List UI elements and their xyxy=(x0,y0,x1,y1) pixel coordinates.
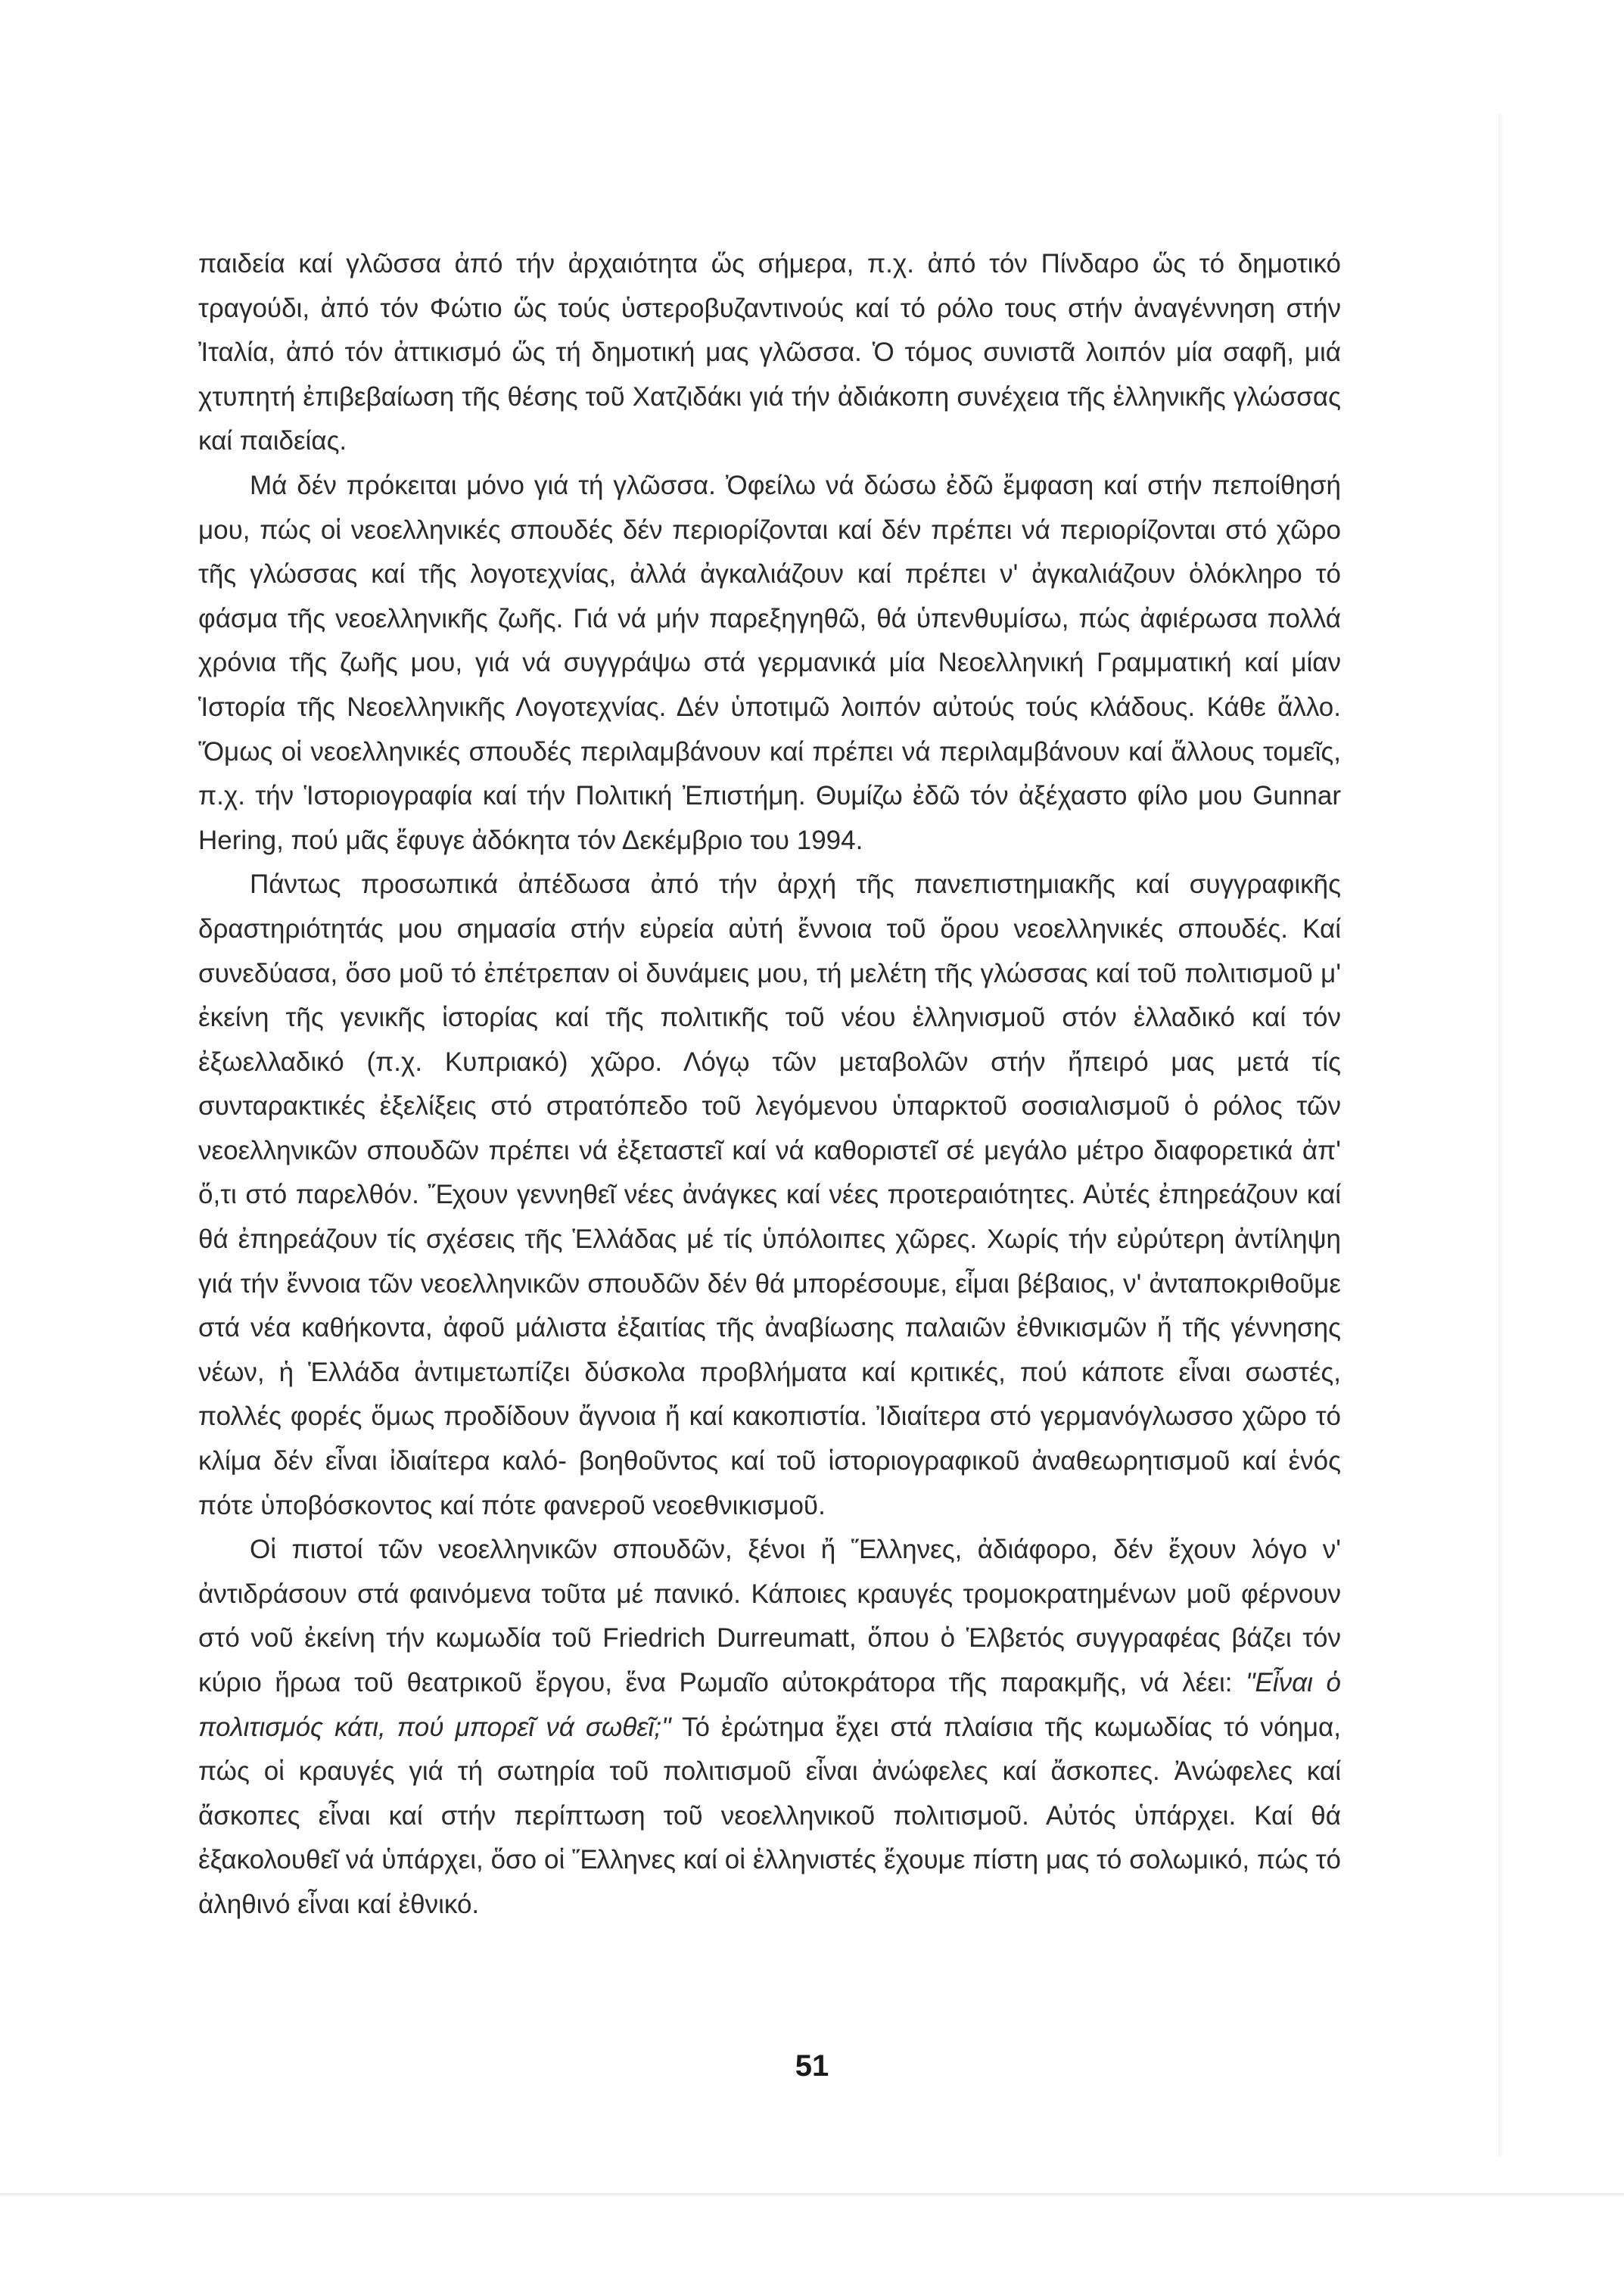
paragraph: Μά δέν πρόκειται μόνο γιά τή γλῶσσα. Ὀφείλω νά δώσω ἐδῶ ἔμφαση καί στήν πεποίθησή μου, πώς οἱ νεοελληνικές σπουδές δέν περιορίζονται καί δέν πρέπει νά περιορίζονται στό χῶρο τῆς γλώσσας καί τῆς λογοτεχνίας, ἀλλά ἀγκαλιάζουν καί πρέπει ν' ἀγκαλιάζουν ὁλόκληρο τό φάσμα τῆς νεοελληνικῆς ζωῆς. Γιά νά μήν παρεξηγηθῶ, θά ὑπενθυμίσω, πώς ἀφιέρωσα πολλά χρόνια τῆς ζωῆς μου, γιά νά συγγράψω στά γερμανικά μία Νεοελληνική Γραμματική καί μίαν Ἱστορία τῆς Νεοελληνικῆς Λογοτεχνίας. Δέν ὑποτιμῶ λοιπόν αὐτούς τούς κλάδους. Κάθε ἄλλο. Ὅμως οἱ νεοελληνικές σπουδές περιλαμβάνουν καί πρέπει νά περιλαμβάνουν καί ἄλλους τομεῖς, π.χ. τήν Ἱστοριογραφία καί τήν Πολιτική Ἐπιστήμη. Θυμίζω ἐδῶ τόν ἀξέχαστο φίλο μου Gunnar Hering, πού μᾶς ἔφυγε ἀδόκητα τόν Δεκέμβριο του 1994. xyxy=(198,470,1341,855)
paragraph-continuation: Τό ἐρώτημα ἔχει στά πλαίσια τῆς κωμωδίας τό νόημα, πώς οἱ κραυγές γιά τή σωτηρία τοῦ πολιτισμοῦ εἶναι ἀνώφελες καί ἄσκοπες. Ἀνώφελες καί ἄσκοπες εἶναι καί στήν περίπτωση τοῦ νεοελληνικοῦ πολιτισμοῦ. Αὐτός ὑπάρχει. Καί θά ἐξακολουθεῖ νά ὑπάρχει, ὅσο οἱ Ἕλληνες καί οἱ ἑλληνιστές ἔχουμε πίστη μας τό σολωμικό, πώς τό ἀληθινό εἶναι καί ἐθνικό. xyxy=(198,1712,1341,1919)
quote: "Εἶναι ὁ πολιτισμός κάτι, πού μπορεῖ νά σωθεῖ;" xyxy=(198,1668,1341,1742)
paragraph: παιδεία καί γλῶσσα ἀπό τήν ἀρχαιότητα ὥς σήμερα, π.χ. ἀπό τόν Πίνδαρο ὥς τό δημοτικό τραγούδι, ἀπό τόν Φώτιο ὥς τούς ὑστεροβυζαντινούς καί τό ρόλο τους στήν ἀναγέννηση στήν Ἰταλία, ἀπό τόν ἀττικισμό ὥς τή δημοτική μας γλῶσσα. Ὁ τόμος συνιστᾶ λοιπόν μία σαφῆ, μιά χτυπητή ἐπιβεβαίωση τῆς θέσης τοῦ Χατζιδάκι γιά τήν ἀδιάκοπη συνέχεια τῆς ἑλληνικῆς γλώσσας καί παιδείας. xyxy=(198,249,1341,456)
page-number: 51 xyxy=(795,2049,829,2083)
paragraph-text: Οἱ πιστοί τῶν νεοελληνικῶν σπουδῶν, ξένοι ἤ Ἕλληνες, ἀδιάφορο, δέν ἔχουν λόγο ν' ἀντιδράσουν στά φαινόμενα τοῦτα μέ πανικό. Κάποιες κραυγές τρομοκρατημένων μοῦ φέρνουν στό νοῦ ἐκείνη τήν κωμωδία τοῦ Friedrich Durreumatt, ὅπου ὁ Ἑλβετός συγγραφέας βάζει τόν κύριο ἥρωα τοῦ θεατρικοῦ ἔργου, ἕνα Ρωμαῖο αὐτοκράτορα τῆς παρακμῆς, νά λέει: xyxy=(198,1535,1341,1697)
paragraph xyxy=(198,1528,1341,1927)
page-bottom-edge xyxy=(0,2193,1624,2195)
paragraph: Πάντως προσωπικά ἀπέδωσα ἀπό τήν ἀρχή τῆς πανεπιστημιακῆς καί συγγραφικῆς δραστηριότητάς μου σημασία στήν εὐρεία αὐτή ἔννοια τοῦ ὅρου νεοελληνικές σπουδές. Καί συνεδύασα, ὅσο μοῦ τό ἐπέτρεπαν οἱ δυνάμεις μου, τή μελέτη τῆς γλώσσας καί τοῦ πολιτισμοῦ μ' ἐκείνη τῆς γενικῆς ἱστορίας καί τῆς πολιτικῆς τοῦ νέου ἑλληνισμοῦ στόν ἑλλαδικό καί τόν ἐξωελλαδικό (π.χ. Κυπριακό) χῶρο. Λόγῳ τῶν μεταβολῶν στήν ἤπειρό μας μετά τίς συνταρακτικές ἐξελίξεις στό στρατόπεδο τοῦ λεγόμενου ὑπαρκτοῦ σοσιαλισμοῦ ὁ ρόλος τῶν νεοελληνικῶν σπουδῶν πρέπει νά ἐξεταστεῖ καί νά καθοριστεῖ σέ μεγάλο μέτρο διαφορετικά ἀπ' ὅ,τι στό παρελθόν. Ἔχουν γεννηθεῖ νέες ἀνάγκες καί νέες προτεραιότητες. Αὐτές ἐπηρεάζουν καί θά ἐπηρεάζουν τίς σχέσεις τῆς Ἑλλάδας μέ τίς ὑπόλοιπες χῶρες. Χωρίς τήν εὐρύτερη ἀντίληψη γιά τήν ἔννοια τῶν νεοελληνικῶν σπουδῶν δέν θά μπορέσουμε, εἶμαι βέβαιος, ν' ἀνταποκριθοῦμε στά νέα καθήκοντα, ἀφοῦ μάλιστα ἐξαιτίας τῆς ἀναβίωσης παλαιῶν ἐθνικισμῶν ἤ τῆς γέννησης νέων, ἡ Ἑλλάδα ἀντιμετωπίζει δύσκολα προβλήματα καί κριτικές, πού κάποτε εἶναι σωστές, πολλές φορές ὅμως προδίδουν ἄγνοια ἤ καί κακοπιστία. Ἰδιαίτερα στό γερμανόγλωσσο χῶρο τό κλίμα δέν εἶναι ἰδιαίτερα καλό- βοηθοῦντος καί τοῦ ἱστοριογραφικοῦ ἀναθεωρητισμοῦ καί ἑνός πότε ὑποβόσκοντος καί πότε φανεροῦ νεοεθνικισμοῦ. xyxy=(198,870,1341,1520)
page-right-edge xyxy=(1498,114,1504,2157)
body-text xyxy=(198,242,1341,1927)
